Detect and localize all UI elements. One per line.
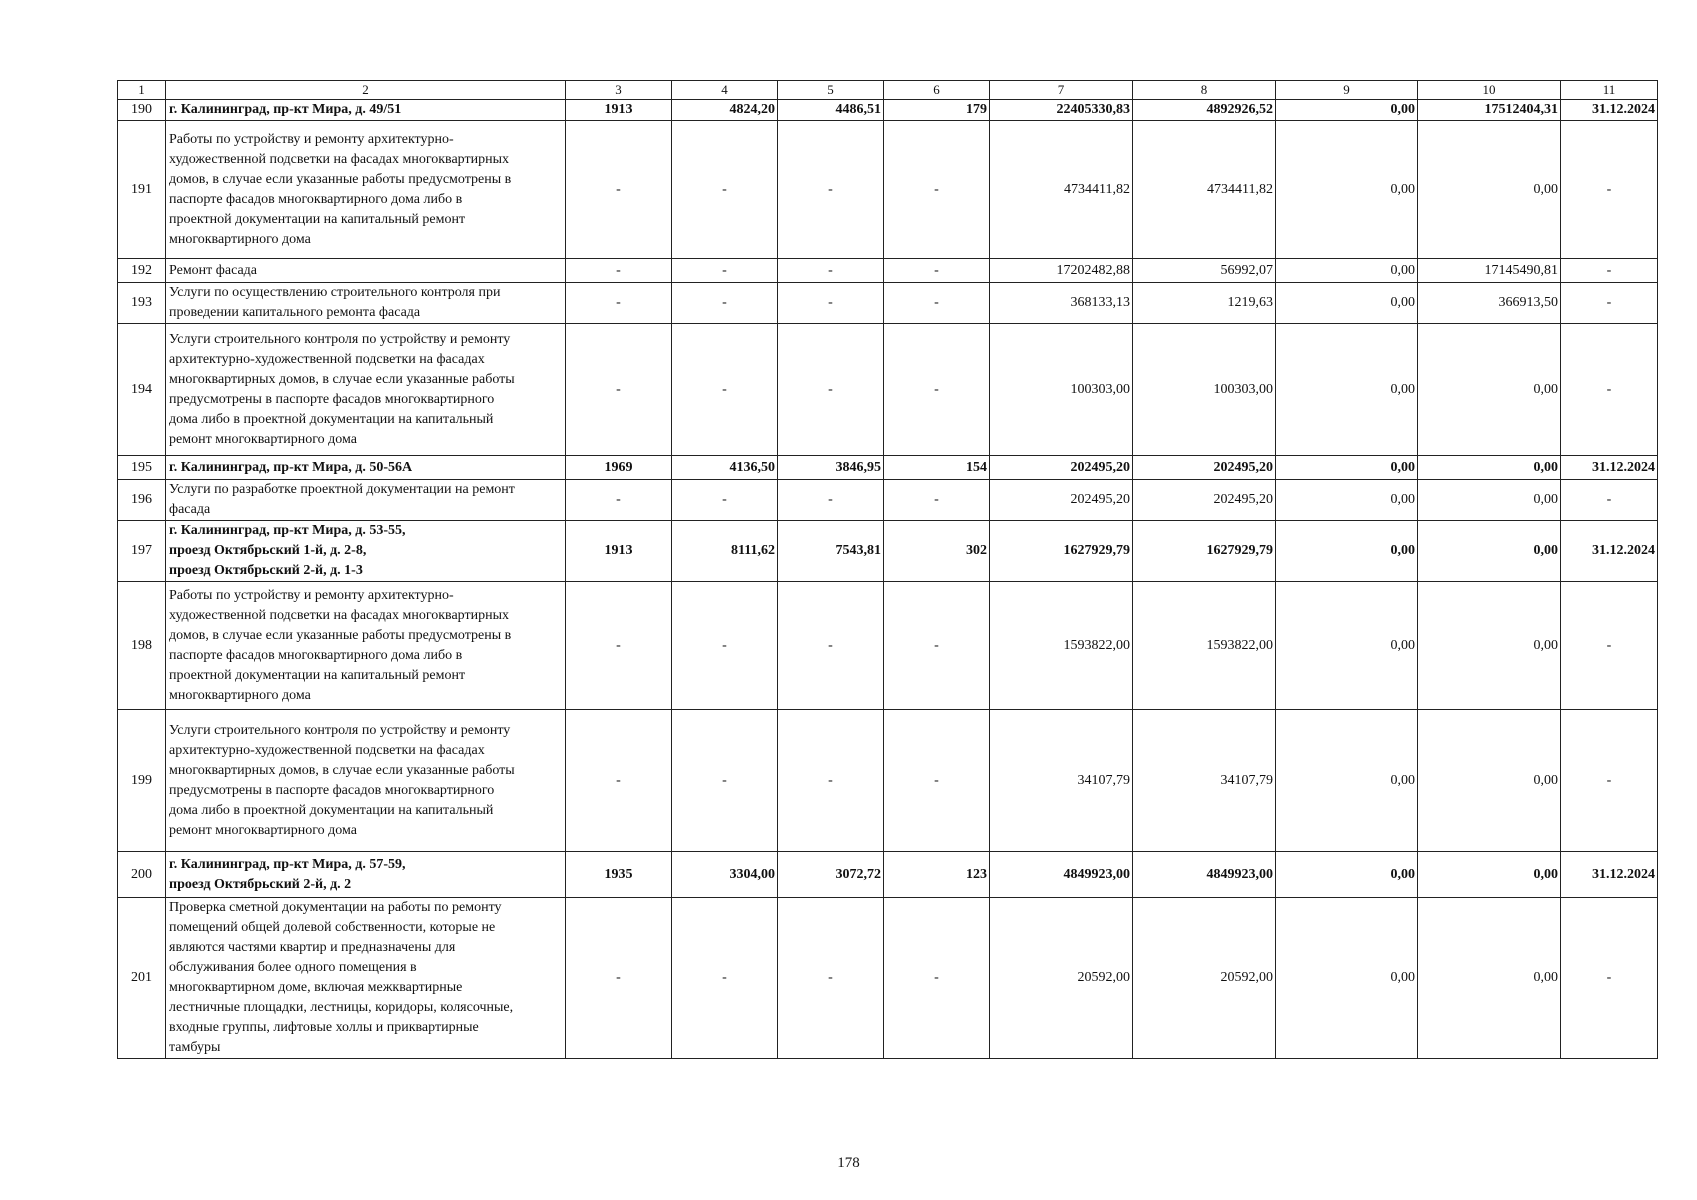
text-line: лестничные площадки, лестницы, коридоры, колясочные,	[169, 1000, 514, 1015]
value-cell-col-6: -	[884, 480, 990, 521]
text-line: г. Калининград, пр-кт Мира, д. 57-59,	[169, 856, 406, 872]
work-item-row	[118, 283, 1658, 324]
value-cell-col-3: -	[566, 898, 672, 1059]
row-number: 201	[118, 898, 166, 1059]
text-line: архитектурно-художественной подсветки на фасадах	[169, 742, 485, 758]
value-cell-col-3: -	[566, 259, 672, 283]
text-line: проезд Октябрьский 2-й, д. 1-3	[169, 563, 363, 578]
text-line: многоквартирного дома	[169, 231, 311, 247]
row-number: 199	[118, 710, 166, 852]
value-cell-col-6: 179	[884, 100, 990, 121]
value-cell-col-4: -	[672, 121, 778, 259]
work-description-cell	[166, 710, 566, 852]
address-row	[118, 521, 1658, 582]
row-number: 192	[118, 259, 166, 283]
value-cell-col-7: 1593822,00	[990, 582, 1133, 710]
text-line: обслуживания более одного помещения в	[169, 960, 417, 975]
value-cell-col-6: -	[884, 121, 990, 259]
value-cell-col-6: -	[884, 898, 990, 1059]
value-cell-col-6: -	[884, 324, 990, 456]
text-line: домов, в случае если указанные работы предусмотрены в	[169, 171, 512, 187]
row-number: 197	[118, 521, 166, 582]
value-cell-col-10: 0,00	[1418, 480, 1561, 521]
row-number: 200	[118, 852, 166, 898]
value-cell-col-9: 0,00	[1276, 324, 1418, 456]
value-cell-col-5: 4486,51	[778, 100, 884, 121]
text-line: Работы по устройству и ремонту архитектурно-	[169, 131, 454, 147]
value-cell-col-8: 1219,63	[1133, 283, 1276, 324]
value-cell-col-9: 0,00	[1276, 852, 1418, 898]
value-cell-col-8: 56992,07	[1133, 259, 1276, 283]
work-item-row	[118, 898, 1658, 1059]
text-line: проезд Октябрьский 1-й, д. 2-8,	[169, 543, 367, 558]
text-line: дома либо в проектной документации на капитальный	[169, 411, 494, 427]
column-header: 8	[1133, 81, 1276, 100]
value-cell-col-9: 0,00	[1276, 480, 1418, 521]
value-cell-col-5: -	[778, 324, 884, 456]
value-cell-col-8: 4849923,00	[1133, 852, 1276, 898]
text-line: г. Калининград, пр-кт Мира, д. 49/51	[169, 102, 402, 117]
value-cell-col-9: 0,00	[1276, 898, 1418, 1059]
row-number: 198	[118, 582, 166, 710]
value-cell-col-9: 0,00	[1276, 100, 1418, 121]
work-description-cell	[166, 898, 566, 1059]
value-cell-col-7: 202495,20	[990, 456, 1133, 480]
value-cell-col-7: 202495,20	[990, 480, 1133, 521]
value-cell-col-10: 0,00	[1418, 521, 1561, 582]
work-description-cell	[166, 324, 566, 456]
address-row	[118, 852, 1658, 898]
text-line: многоквартирном доме, включая межквартирные	[169, 980, 463, 995]
register-table-container	[117, 80, 1657, 1059]
work-description-cell	[166, 121, 566, 259]
value-cell-col-3: -	[566, 582, 672, 710]
text-line: проведении капитального ремонта фасада	[169, 305, 421, 320]
value-cell-col-9: 0,00	[1276, 710, 1418, 852]
value-cell-col-6: 302	[884, 521, 990, 582]
value-cell-col-11: -	[1561, 283, 1658, 324]
value-cell-col-4: 4136,50	[672, 456, 778, 480]
value-cell-col-7: 17202482,88	[990, 259, 1133, 283]
text-line: Услуги по разработке проектной документации на ремонт	[169, 482, 515, 497]
work-description-cell	[166, 480, 566, 521]
text-line: ремонт многоквартирного дома	[169, 431, 358, 447]
value-cell-col-8: 202495,20	[1133, 456, 1276, 480]
column-header: 1	[118, 81, 166, 100]
value-cell-col-3: 1913	[566, 521, 672, 582]
value-cell-col-5: -	[778, 259, 884, 283]
value-cell-col-4: 3304,00	[672, 852, 778, 898]
value-cell-col-4: -	[672, 582, 778, 710]
value-cell-col-3: 1935	[566, 852, 672, 898]
text-line: паспорте фасадов многоквартирного дома либо в	[169, 191, 463, 207]
text-line: г. Калининград, пр-кт Мира, д. 53-55,	[169, 523, 406, 538]
value-cell-col-4: 4824,20	[672, 100, 778, 121]
value-cell-col-4: -	[672, 324, 778, 456]
text-line: Работы по устройству и ремонту архитектурно-	[169, 587, 454, 603]
value-cell-col-5: 3846,95	[778, 456, 884, 480]
column-header: 11	[1561, 81, 1658, 100]
row-number: 191	[118, 121, 166, 259]
value-cell-col-8: 202495,20	[1133, 480, 1276, 521]
text-line: художественной подсветки на фасадах многоквартирных	[169, 151, 509, 167]
row-number: 194	[118, 324, 166, 456]
address-cell	[166, 852, 566, 898]
column-header: 2	[166, 81, 566, 100]
value-cell-col-7: 368133,13	[990, 283, 1133, 324]
address-row	[118, 456, 1658, 480]
value-cell-col-5: -	[778, 582, 884, 710]
value-cell-col-6: 154	[884, 456, 990, 480]
value-cell-col-11: -	[1561, 324, 1658, 456]
work-item-row	[118, 121, 1658, 259]
value-cell-col-8: 1593822,00	[1133, 582, 1276, 710]
text-line: многоквартирного дома	[169, 687, 311, 703]
value-cell-col-8: 4734411,82	[1133, 121, 1276, 259]
value-cell-col-5: -	[778, 710, 884, 852]
column-number-header-row	[118, 81, 1658, 100]
value-cell-col-10: 0,00	[1418, 121, 1561, 259]
value-cell-col-4: -	[672, 259, 778, 283]
text-line: г. Калининград, пр-кт Мира, д. 50-56А	[169, 459, 413, 475]
value-cell-col-7: 100303,00	[990, 324, 1133, 456]
value-cell-col-6: -	[884, 710, 990, 852]
text-line: архитектурно-художественной подсветки на фасадах	[169, 351, 485, 367]
value-cell-col-7: 4734411,82	[990, 121, 1133, 259]
address-cell	[166, 100, 566, 121]
value-cell-col-4: -	[672, 283, 778, 324]
text-line: предусмотрены в паспорте фасадов многоквартирного	[169, 782, 495, 798]
value-cell-col-11: 31.12.2024	[1561, 852, 1658, 898]
column-header: 7	[990, 81, 1133, 100]
value-cell-col-10: 0,00	[1418, 710, 1561, 852]
row-number: 190	[118, 100, 166, 121]
work-item-row	[118, 582, 1658, 710]
text-line: дома либо в проектной документации на капитальный	[169, 802, 494, 818]
column-header: 10	[1418, 81, 1561, 100]
work-item-row	[118, 259, 1658, 283]
value-cell-col-9: 0,00	[1276, 121, 1418, 259]
value-cell-col-10: 0,00	[1418, 852, 1561, 898]
value-cell-col-11: 31.12.2024	[1561, 456, 1658, 480]
value-cell-col-3: -	[566, 283, 672, 324]
work-item-row	[118, 324, 1658, 456]
value-cell-col-5: -	[778, 480, 884, 521]
text-line: паспорте фасадов многоквартирного дома либо в	[169, 647, 463, 663]
text-line: проезд Октябрьский 2-й, д. 2	[169, 876, 352, 892]
value-cell-col-9: 0,00	[1276, 283, 1418, 324]
value-cell-col-7: 34107,79	[990, 710, 1133, 852]
value-cell-col-3: 1969	[566, 456, 672, 480]
address-cell	[166, 456, 566, 480]
value-cell-col-11: -	[1561, 710, 1658, 852]
text-line: Ремонт фасада	[169, 262, 258, 278]
column-header: 3	[566, 81, 672, 100]
value-cell-col-11: -	[1561, 480, 1658, 521]
value-cell-col-10: 0,00	[1418, 324, 1561, 456]
address-row	[118, 100, 1658, 121]
text-line: ремонт многоквартирного дома	[169, 822, 358, 838]
text-line: являются частями квартир и предназначены для	[169, 940, 456, 955]
text-line: предусмотрены в паспорте фасадов многоквартирного	[169, 391, 495, 407]
value-cell-col-7: 4849923,00	[990, 852, 1133, 898]
value-cell-col-9: 0,00	[1276, 456, 1418, 480]
value-cell-col-5: -	[778, 283, 884, 324]
value-cell-col-6: -	[884, 582, 990, 710]
value-cell-col-4: -	[672, 710, 778, 852]
value-cell-col-10: 0,00	[1418, 456, 1561, 480]
text-line: домов, в случае если указанные работы предусмотрены в	[169, 627, 512, 643]
value-cell-col-10: 366913,50	[1418, 283, 1561, 324]
value-cell-col-11: -	[1561, 898, 1658, 1059]
value-cell-col-10: 0,00	[1418, 898, 1561, 1059]
value-cell-col-8: 4892926,52	[1133, 100, 1276, 121]
text-line: помещений общей долевой собственности, которые не	[169, 920, 496, 935]
value-cell-col-5: -	[778, 898, 884, 1059]
value-cell-col-5: -	[778, 121, 884, 259]
text-line: проектной документации на капитальный ремонт	[169, 667, 466, 683]
work-description-cell	[166, 259, 566, 283]
value-cell-col-5: 3072,72	[778, 852, 884, 898]
value-cell-col-4: -	[672, 898, 778, 1059]
value-cell-col-9: 0,00	[1276, 259, 1418, 283]
value-cell-col-11: -	[1561, 121, 1658, 259]
text-line: проектной документации на капитальный ремонт	[169, 211, 466, 227]
text-line: тамбуры	[169, 1040, 221, 1055]
work-item-row	[118, 710, 1658, 852]
value-cell-col-6: -	[884, 283, 990, 324]
text-line: художественной подсветки на фасадах многоквартирных	[169, 607, 509, 623]
work-item-row	[118, 480, 1658, 521]
value-cell-col-3: 1913	[566, 100, 672, 121]
value-cell-col-5: 7543,81	[778, 521, 884, 582]
text-line: многоквартирных домов, в случае если указанные работы	[169, 762, 515, 778]
value-cell-col-11: -	[1561, 259, 1658, 283]
column-header: 6	[884, 81, 990, 100]
column-header: 4	[672, 81, 778, 100]
text-line: Услуги строительного контроля по устройству и ремонту	[169, 331, 511, 347]
column-header: 9	[1276, 81, 1418, 100]
value-cell-col-8: 100303,00	[1133, 324, 1276, 456]
value-cell-col-8: 20592,00	[1133, 898, 1276, 1059]
value-cell-col-3: -	[566, 480, 672, 521]
value-cell-col-3: -	[566, 121, 672, 259]
value-cell-col-7: 20592,00	[990, 898, 1133, 1059]
text-line: Проверка сметной документации на работы по ремонту	[169, 900, 502, 915]
value-cell-col-6: 123	[884, 852, 990, 898]
value-cell-col-10: 17145490,81	[1418, 259, 1561, 283]
value-cell-col-10: 0,00	[1418, 582, 1561, 710]
text-line: фасада	[169, 502, 211, 517]
work-description-cell	[166, 582, 566, 710]
value-cell-col-6: -	[884, 259, 990, 283]
value-cell-col-4: -	[672, 480, 778, 521]
row-number: 196	[118, 480, 166, 521]
value-cell-col-9: 0,00	[1276, 521, 1418, 582]
value-cell-col-11: -	[1561, 582, 1658, 710]
text-line: многоквартирных домов, в случае если указанные работы	[169, 371, 515, 387]
value-cell-col-3: -	[566, 710, 672, 852]
value-cell-col-3: -	[566, 324, 672, 456]
work-description-cell	[166, 283, 566, 324]
value-cell-col-8: 34107,79	[1133, 710, 1276, 852]
address-cell	[166, 521, 566, 582]
register-table	[117, 80, 1658, 1059]
value-cell-col-10: 17512404,31	[1418, 100, 1561, 121]
text-line: входные группы, лифтовые холлы и приквартирные	[169, 1020, 479, 1035]
value-cell-col-11: 31.12.2024	[1561, 521, 1658, 582]
value-cell-col-7: 22405330,83	[990, 100, 1133, 121]
value-cell-col-8: 1627929,79	[1133, 521, 1276, 582]
page-number: 178	[837, 1155, 860, 1171]
value-cell-col-4: 8111,62	[672, 521, 778, 582]
column-header: 5	[778, 81, 884, 100]
value-cell-col-9: 0,00	[1276, 582, 1418, 710]
text-line: Услуги по осуществлению строительного контроля при	[169, 285, 501, 300]
value-cell-col-7: 1627929,79	[990, 521, 1133, 582]
value-cell-col-11: 31.12.2024	[1561, 100, 1658, 121]
row-number: 193	[118, 283, 166, 324]
row-number: 195	[118, 456, 166, 480]
text-line: Услуги строительного контроля по устройству и ремонту	[169, 722, 511, 738]
